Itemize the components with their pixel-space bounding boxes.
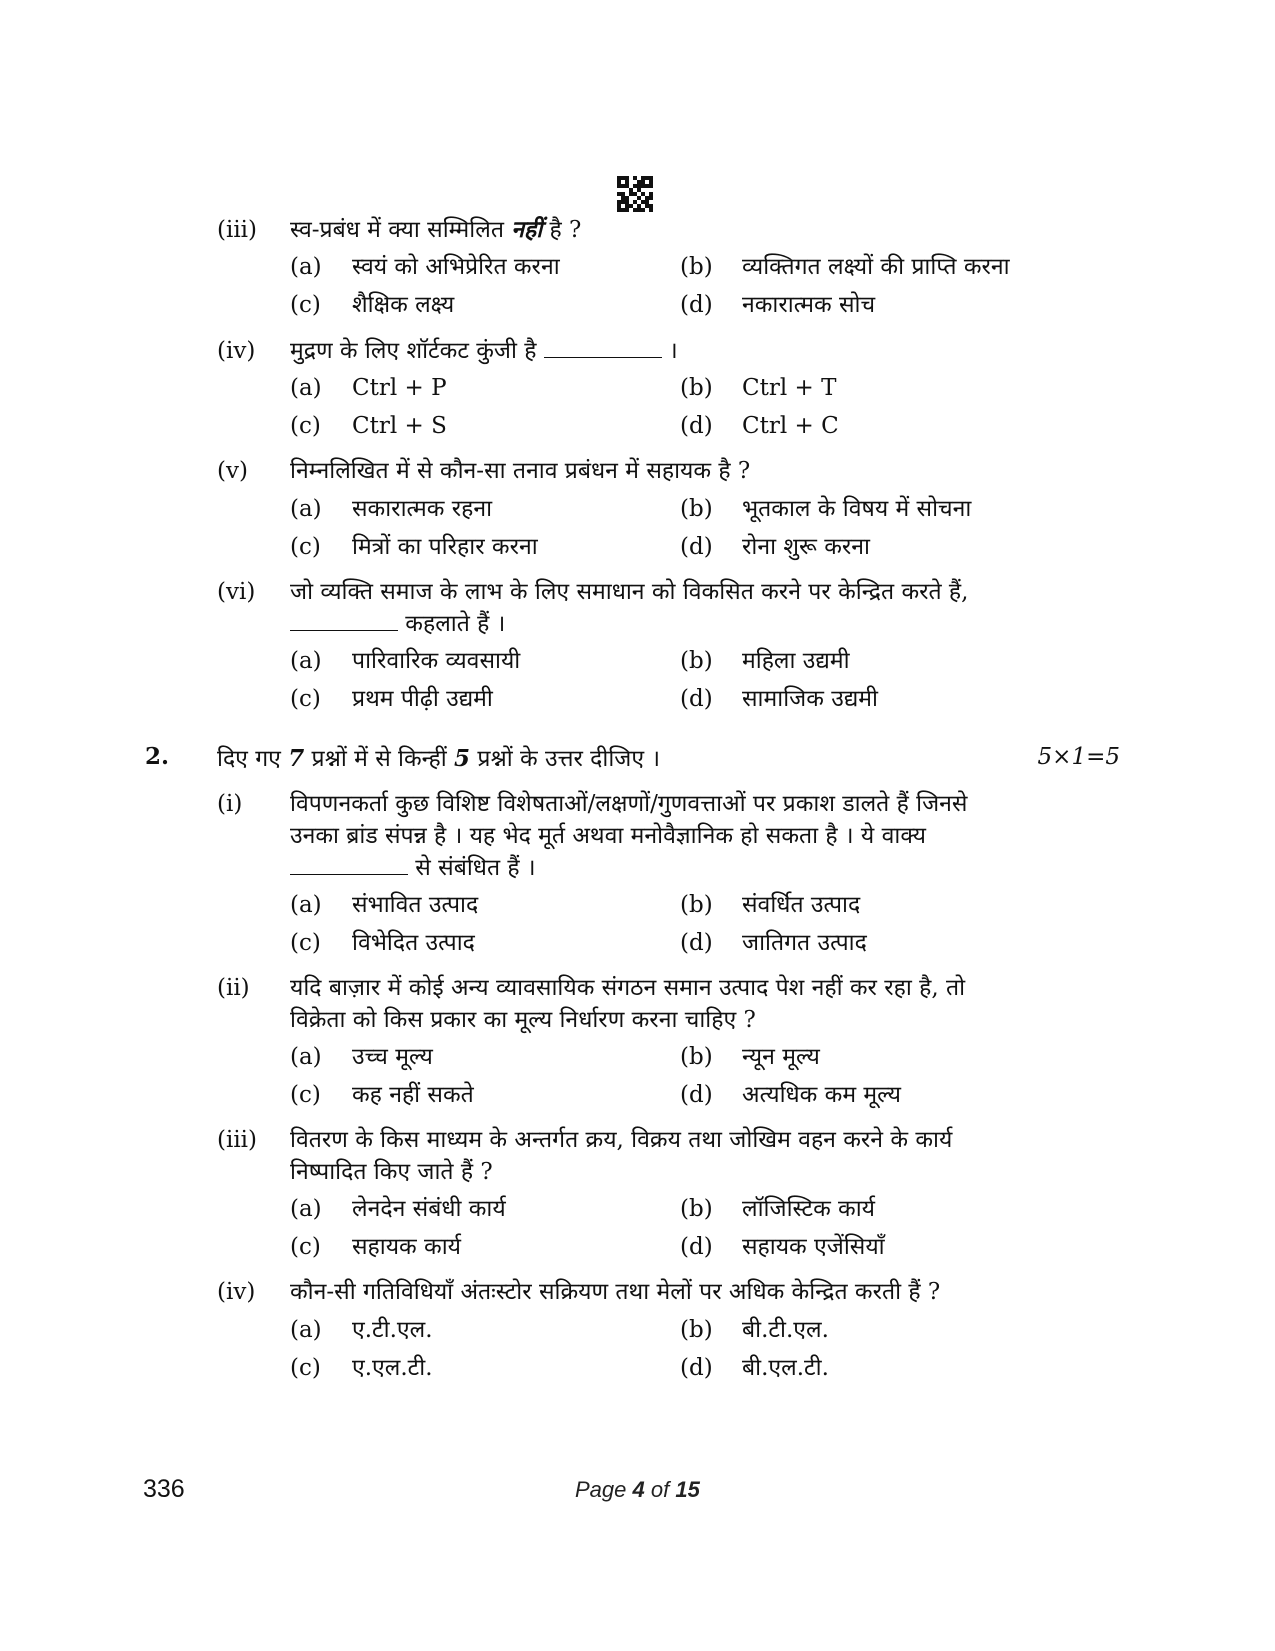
option-text: महिला उद्यमी xyxy=(742,648,850,674)
page-number: 4 xyxy=(632,1477,645,1502)
option-text: संवर्धित उत्पाद xyxy=(742,892,861,918)
page-word: Page xyxy=(575,1477,633,1502)
option-text: मित्रों का परिहार करना xyxy=(352,534,538,560)
option-b xyxy=(680,372,836,404)
question-text: कौन-सी गतिविधियाँ अंतःस्टोर सक्रियण तथा मेलों पर अधिक केन्द्रित करती हैं ? xyxy=(290,1279,941,1305)
instruction-count: 5 xyxy=(454,745,471,772)
question-2-ii xyxy=(217,972,1117,1036)
option-d xyxy=(680,1079,901,1111)
question-number: (iii) xyxy=(217,217,258,243)
answer-blank xyxy=(290,608,398,631)
option-text: सकारात्मक रहना xyxy=(352,496,493,522)
option-d xyxy=(680,1352,829,1384)
option-text: सामाजिक उद्यमी xyxy=(742,686,879,712)
option-label: (d) xyxy=(680,534,713,560)
option-label: (b) xyxy=(680,375,713,401)
option-d xyxy=(680,927,867,959)
option-d xyxy=(680,531,870,563)
option-label: (c) xyxy=(290,1082,321,1108)
question-text: निम्नलिखित में से कौन-सा तनाव प्रबंधन में सहायक है ? xyxy=(290,458,751,484)
option-label: (b) xyxy=(680,1044,713,1070)
option-text: पारिवारिक व्यवसायी xyxy=(352,648,521,674)
question-text xyxy=(290,972,1110,1036)
option-c xyxy=(290,683,493,715)
option-a xyxy=(290,645,520,677)
option-text: रोना शुरू करना xyxy=(742,534,871,560)
option-b xyxy=(680,1193,875,1225)
question-1-vi xyxy=(217,576,1117,640)
question-number: (iv) xyxy=(217,1279,256,1305)
option-c xyxy=(290,410,447,442)
option-label: (d) xyxy=(680,686,713,712)
instruction-part: दिए गए xyxy=(217,746,289,772)
option-text: लॉजिस्टिक कार्य xyxy=(742,1196,876,1222)
section-number: 2. xyxy=(145,743,170,770)
option-text: सहायक कार्य xyxy=(352,1234,461,1260)
answer-blank xyxy=(290,852,408,875)
option-c xyxy=(290,531,538,563)
option-text: Ctrl + C xyxy=(742,413,839,439)
option-label: (a) xyxy=(290,254,322,280)
page-total: 15 xyxy=(675,1477,700,1502)
option-label: (c) xyxy=(290,413,321,439)
option-b xyxy=(680,1041,820,1073)
option-b xyxy=(680,493,971,525)
option-c xyxy=(290,927,475,959)
question-text xyxy=(290,576,1110,640)
option-label: (b) xyxy=(680,1317,713,1343)
question-text-line: उनका ब्रांड संपन्न है । यह भेद मूर्त अथवा मनोवैज्ञानिक हो सकता है । ये वाक्य xyxy=(290,823,926,849)
question-number: (ii) xyxy=(217,975,250,1001)
question-number: (i) xyxy=(217,791,243,817)
option-label: (b) xyxy=(680,1196,713,1222)
option-label: (c) xyxy=(290,1234,321,1260)
option-label: (c) xyxy=(290,930,321,956)
question-number: (iii) xyxy=(217,1127,258,1153)
instruction-part: प्रश्नों के उत्तर दीजिए । xyxy=(470,746,661,772)
option-label: (a) xyxy=(290,375,322,401)
option-a xyxy=(290,1193,506,1225)
question-text-line: जो व्यक्ति समाज के लाभ के लिए समाधान को विकसित करने पर केन्द्रित करते हैं, xyxy=(290,579,969,605)
question-text-emphasis: नहीं xyxy=(511,216,543,243)
option-label: (d) xyxy=(680,930,713,956)
instruction-count: 7 xyxy=(288,745,305,772)
option-text: नकारात्मक सोच xyxy=(742,292,876,318)
option-text: उच्च मूल्य xyxy=(352,1044,433,1070)
option-c xyxy=(290,1079,474,1111)
option-b xyxy=(680,1314,829,1346)
section-instruction xyxy=(217,743,660,775)
option-label: (c) xyxy=(290,1355,321,1381)
question-number: (vi) xyxy=(217,579,256,605)
question-number: (iv) xyxy=(217,338,256,364)
option-text: भूतकाल के विषय में सोचना xyxy=(742,496,972,522)
paper-code: 336 xyxy=(143,1475,185,1503)
option-d xyxy=(680,683,878,715)
option-text: व्यक्तिगत लक्ष्यों की प्राप्ति करना xyxy=(742,254,1010,280)
option-a xyxy=(290,372,447,404)
option-label: (c) xyxy=(290,686,321,712)
question-text-part: है ? xyxy=(542,217,582,243)
question-text xyxy=(290,335,1110,367)
page-indicator xyxy=(575,1477,700,1503)
option-b xyxy=(680,889,860,921)
question-text-line xyxy=(290,608,1110,640)
question-text-part: स्व-प्रबंध में क्या सम्मिलित xyxy=(290,217,512,243)
option-label: (d) xyxy=(680,1234,713,1260)
option-text: बी.टी.एल. xyxy=(742,1317,829,1343)
option-label: (b) xyxy=(680,892,713,918)
option-label: (a) xyxy=(290,1044,322,1070)
question-1-v xyxy=(217,455,1117,487)
instruction-part: प्रश्नों में से किन्हीं xyxy=(304,746,455,772)
option-text: जातिगत उत्पाद xyxy=(742,930,867,956)
option-c xyxy=(290,1352,433,1384)
option-text: विभेदित उत्पाद xyxy=(352,930,475,956)
question-2-i xyxy=(217,788,1117,884)
option-a xyxy=(290,1041,433,1073)
option-text: न्यून मूल्य xyxy=(742,1044,820,1070)
question-text-line: विपणनकर्ता कुछ विशिष्ट विशेषताओं/लक्षणों/गुणवत्ताओं पर प्रकाश डालते हैं जिनसे xyxy=(290,791,968,817)
option-text: बी.एल.टी. xyxy=(742,1355,829,1381)
option-text: स्वयं को अभिप्रेरित करना xyxy=(352,254,560,280)
option-text: लेनदेन संबंधी कार्य xyxy=(352,1196,506,1222)
option-c xyxy=(290,1231,461,1263)
option-label: (c) xyxy=(290,534,321,560)
page-of: of xyxy=(644,1477,676,1502)
option-label: (a) xyxy=(290,1317,322,1343)
option-label: (b) xyxy=(680,254,713,280)
question-1-iii xyxy=(217,214,1117,246)
question-text xyxy=(290,788,1110,884)
option-label: (d) xyxy=(680,1082,713,1108)
question-text-part: मुद्रण के लिए शॉर्टकट कुंजी है xyxy=(290,338,537,364)
option-d xyxy=(680,289,875,321)
option-c xyxy=(290,289,454,321)
option-a xyxy=(290,1314,433,1346)
option-text: शैक्षिक लक्ष्य xyxy=(352,292,455,318)
option-b xyxy=(680,645,850,677)
option-text: Ctrl + T xyxy=(742,375,837,401)
option-text: Ctrl + P xyxy=(352,375,447,401)
option-text: अत्यधिक कम मूल्य xyxy=(742,1082,901,1108)
question-text xyxy=(290,214,1110,246)
question-number: (v) xyxy=(217,458,248,484)
question-text-line: यदि बाज़ार में कोई अन्य व्यावसायिक संगठन समान उत्पाद पेश नहीं कर रहा है, तो xyxy=(290,975,966,1001)
option-text: संभावित उत्पाद xyxy=(352,892,479,918)
option-d xyxy=(680,1231,885,1263)
option-label: (d) xyxy=(680,413,713,439)
option-label: (b) xyxy=(680,648,713,674)
question-text-line: विक्रेता को किस प्रकार का मूल्य निर्धारण करना चाहिए ? xyxy=(290,1007,756,1033)
option-a xyxy=(290,493,492,525)
option-label: (a) xyxy=(290,648,322,674)
option-label: (b) xyxy=(680,496,713,522)
option-text: कह नहीं सकते xyxy=(352,1082,474,1108)
option-a xyxy=(290,889,478,921)
answer-blank xyxy=(544,335,662,358)
option-a xyxy=(290,251,560,283)
question-2-iv xyxy=(217,1276,1117,1308)
option-label: (d) xyxy=(680,1355,713,1381)
option-text: Ctrl + S xyxy=(352,413,447,439)
option-text: सहायक एजेंसियाँ xyxy=(742,1234,885,1260)
option-b xyxy=(680,251,1010,283)
question-1-iv xyxy=(217,335,1117,367)
option-text: ए.एल.टी. xyxy=(352,1355,433,1381)
option-label: (a) xyxy=(290,1196,322,1222)
question-text-part: । xyxy=(661,338,678,364)
section-marks: 5×1=5 xyxy=(1037,744,1120,770)
question-text-line: निष्पादित किए जाते हैं ? xyxy=(290,1159,493,1185)
question-2-iii xyxy=(217,1124,1117,1188)
question-text-part: से संबंधित हैं । xyxy=(408,855,536,881)
option-label: (c) xyxy=(290,292,321,318)
question-text-line xyxy=(290,852,1110,884)
option-label: (a) xyxy=(290,496,322,522)
question-text xyxy=(290,1124,1110,1188)
qr-code-icon xyxy=(617,176,653,212)
option-label: (d) xyxy=(680,292,713,318)
option-d xyxy=(680,410,839,442)
question-text-part: कहलाते हैं । xyxy=(398,611,506,637)
option-text: ए.टी.एल. xyxy=(352,1317,433,1343)
option-text: प्रथम पीढ़ी उद्यमी xyxy=(352,686,493,712)
option-label: (a) xyxy=(290,892,322,918)
question-text-line: वितरण के किस माध्यम के अन्तर्गत क्रय, विक्रय तथा जोखिम वहन करने के कार्य xyxy=(290,1127,953,1153)
